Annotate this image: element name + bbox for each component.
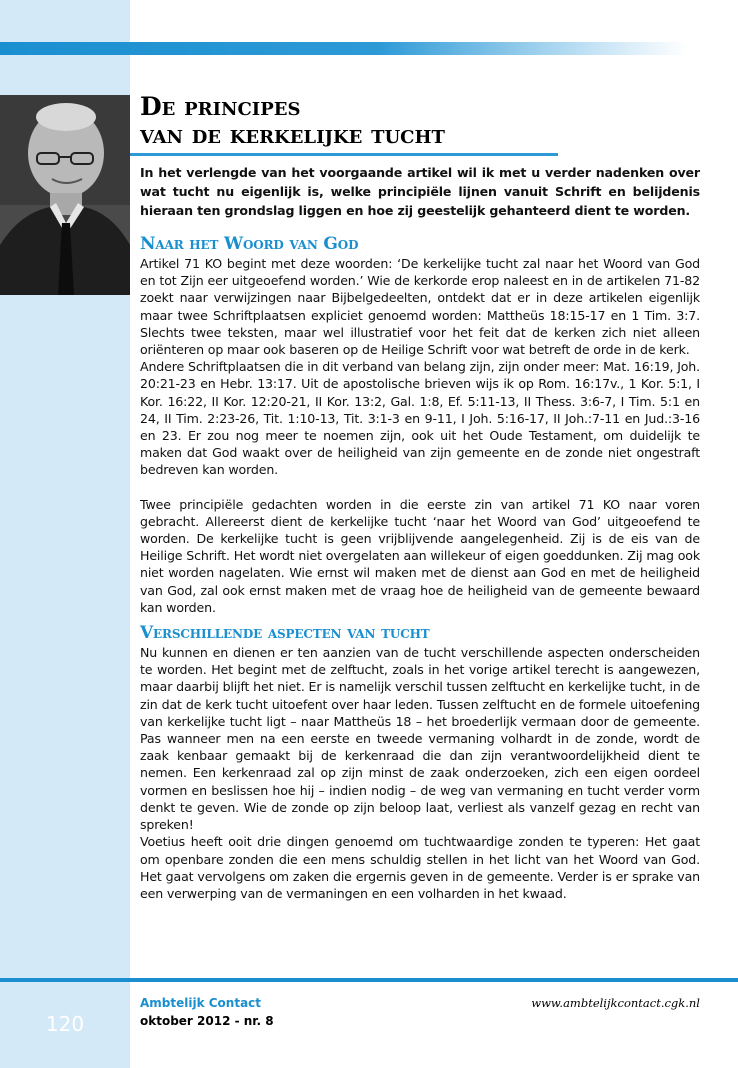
title-line-1: De principes — [140, 92, 301, 121]
section-heading-1: Naar het Woord van God — [140, 234, 359, 254]
body-paragraph: Twee principiële gedachten worden in die eerste zin van artikel 71 KO naar voren gebracht. Allereerst dient de kerkelijke tucht ‘naar het Woord van God’ uitgeoefend te worden. De kerkelijke tucht is geen vrijblijvende aangelegenheid. Zij is de eis van de Heilige Schrift. Het wordt niet overgelaten aan willekeur of eigen goeddunken. Zij mag ook niet worden nagelaten. Wie ernst wil maken met de dienst aan God en met de heiligheid van God, zal ook ernst maken met de vraag hoe de heiligheid van de gemeente bewaard kan worden. — [140, 496, 700, 615]
section-heading-2: Verschillende aspecten van tucht — [140, 623, 430, 644]
title-underline — [130, 153, 558, 156]
body-paragraph: Artikel 71 KO begint met deze woorden: ‘De kerkelijke tucht zal naar het Woord van God en tot Zijn eer uitgeoefend worden.’ Wie de kerkorde erop naleest en in de artikelen 71-82 zoekt naar verwijzingen naar Bijbelgedeelten, ontdekt dat er in deze artikelen eigenlijk maar twee Schriftplaatsen expliciet genoemd worden: Mattheüs 18:15-17 en 1 Tim. 3:7. Slechts twee teksten, maar wel illustratief voor het feit dat de kerken zich niet alleen oriënteren op maar ook baseren op de Heilige Schrift voor wat betreft de orde in de kerk. — [140, 256, 700, 358]
title-line-2: van de kerkelijke tucht — [140, 120, 445, 149]
body-paragraph: Voetius heeft ooit drie dingen genoemd om tuchtwaardige zonden te typeren: Het gaat om openbare zonden die een mens schuldig stellen in het licht van het Woord van God. Het gaat vervolgens om zaken die ergernis geven in de gemeente. Verder is er sprake van een verwerping van de vermaningen en een volharden in het kwaad. — [140, 834, 700, 901]
article-body — [140, 233, 700, 902]
website-url[interactable]: www.ambtelijkcontact.cgk.nl — [531, 996, 700, 1010]
magazine-name: Ambtelijk Contact — [140, 996, 262, 1010]
article-title — [140, 93, 640, 149]
top-color-bar — [0, 42, 688, 55]
issue-info: oktober 2012 - nr. 8 — [140, 1014, 274, 1028]
paragraph-spacer — [140, 479, 700, 496]
author-photo — [0, 95, 130, 295]
intro-paragraph: In het verlengde van het voorgaande artikel wil ik met u verder nadenken over wat tucht nu eigenlijk is, welke principiële lijnen vanuit Schrift en belijdenis hieraan ten grondslag liggen en hoe zij geestelijk gehanteerd dient te worden. — [140, 165, 700, 218]
footer-rule — [0, 978, 738, 982]
body-paragraph: Andere Schriftplaatsen die in dit verband van belang zijn, zijn onder meer: Mat. 16:19, Joh. 20:21-23 en Hebr. 13:17. Uit de apostolische brieven wijs ik op Rom. 16:17v., 1 Kor. 5:1, I Kor. 16:22, II Kor. 12:20-21, II Kor. 13:2, Gal. 1:8, Ef. 5:11-13, II Thess. 3:6-7, I Tim. 5:1 en 24, II Tim. 2:23-26, Tit. 1:10-13, Tit. 3:1-3 en 9-11, I Joh. 5:16-17, II Joh.:7-11 en Jud.:3-16 en 23. Er zou nog meer te noemen zijn, ook uit het Oude Testament, om duidelijk te maken dat God waakt over de heiligheid van zijn gemeente en de zonde niet ongestraft bedreven kan worden. — [140, 359, 700, 478]
page-number: 120 — [45, 1012, 85, 1036]
body-paragraph: Nu kunnen en dienen er ten aanzien van de tucht verschillende aspecten onderscheiden te worden. Het begint met de zelftucht, zoals in het vorige artikel terecht is aangewezen, maar daarbij blijft het niet. Er is namelijk verschil tussen zelftucht en kerkelijke tucht, in de zin dat de kerk tucht uitoefent over haar leden. Tussen zelftucht en de formele uitoefening van kerkelijke tucht ligt – naar Mattheüs 18 – het broederlijk vermaan door de gemeente. Pas wanneer men na een eerste en tweede vermaning volhardt in de zonde, wordt de zaak kenbaar gemaakt bij de kerkenraad die dan zijn verantwoordelijkheid dient te nemen. Een kerkenraad zal op zijn minst de zaak onderzoeken, zich een eigen oordeel vormen en beslissen hoe hij – indien nodig – de weg van vermaning en tucht verder vorm denkt te geven. Wie de zonde op zijn beloop laat, verliest als vanzelf gezag en recht van spreken! — [140, 645, 700, 833]
